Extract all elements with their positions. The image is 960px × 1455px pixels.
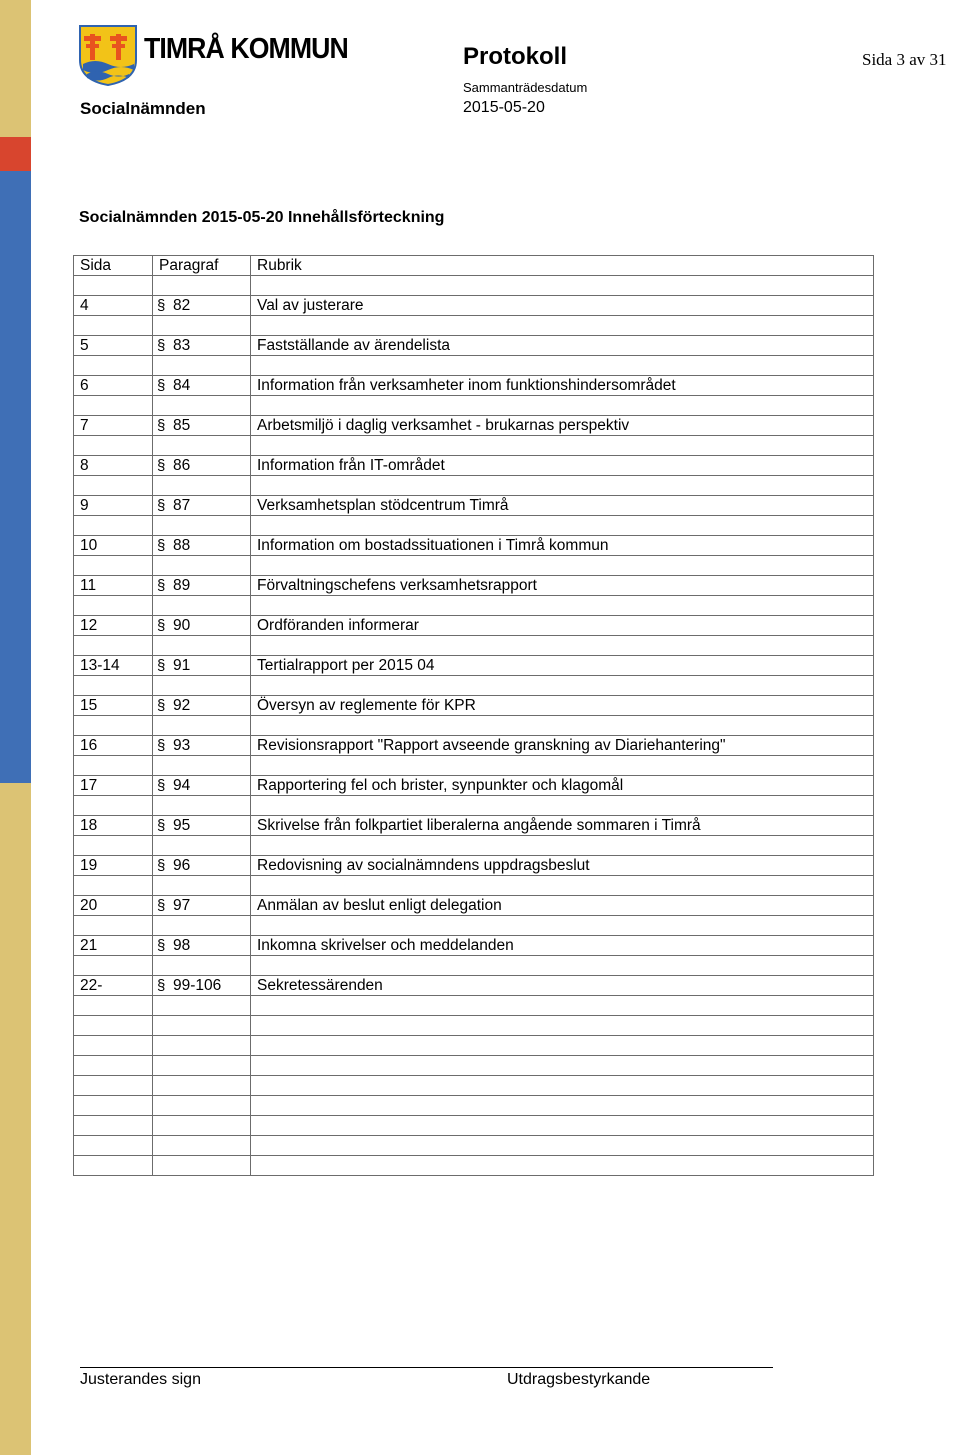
- toc-title-cell: Översyn av reglemente för KPR: [251, 696, 874, 716]
- toc-row: [74, 776, 874, 796]
- paragraph-symbol: §: [157, 737, 166, 754]
- paragraph-number: 98: [173, 937, 191, 954]
- empty-cell: [153, 876, 251, 896]
- municipal-coat-of-arms-logo: [78, 24, 138, 86]
- toc-page-cell: 22-: [74, 976, 153, 996]
- toc-title-cell: Information från IT-området: [251, 456, 874, 476]
- toc-paragraph-cell: [153, 856, 251, 876]
- toc-page-cell: 20: [74, 896, 153, 916]
- empty-cell: [74, 796, 153, 816]
- toc-title-cell: Skrivelse från folkpartiet liberalerna angående sommaren i Timrå: [251, 816, 874, 836]
- empty-cell: [74, 1076, 153, 1096]
- toc-title-cell: Anmälan av beslut enligt delegation: [251, 896, 874, 916]
- empty-cell: [153, 1016, 251, 1036]
- empty-cell: [251, 636, 874, 656]
- paragraph-number: 84: [173, 377, 191, 394]
- empty-cell: [251, 1116, 874, 1136]
- toc-paragraph-cell: [153, 456, 251, 476]
- empty-cell: [251, 316, 874, 336]
- empty-cell: [153, 276, 251, 296]
- toc-row: [74, 336, 874, 356]
- empty-cell: [153, 1156, 251, 1176]
- paragraph-number: 96: [173, 857, 191, 874]
- empty-cell: [251, 1056, 874, 1076]
- paragraph-symbol: §: [157, 497, 166, 514]
- toc-row: [74, 296, 874, 316]
- toc-header-row: [74, 256, 874, 276]
- paragraph-symbol: §: [157, 937, 166, 954]
- empty-cell: [251, 836, 874, 856]
- toc-page-cell: 16: [74, 736, 153, 756]
- empty-cell: [251, 676, 874, 696]
- toc-row: [74, 656, 874, 676]
- empty-cell: [153, 716, 251, 736]
- paragraph-number: 95: [173, 817, 191, 834]
- toc-page-cell: 17: [74, 776, 153, 796]
- empty-cell: [74, 516, 153, 536]
- paragraph-number: 86: [173, 457, 191, 474]
- paragraph-number: 87: [173, 497, 191, 514]
- toc-page-cell: 5: [74, 336, 153, 356]
- empty-cell: [153, 476, 251, 496]
- toc-heading: Socialnämnden 2015-05-20 Innehållsförteckning: [79, 209, 445, 226]
- empty-cell: [153, 1096, 251, 1116]
- paragraph-symbol: §: [157, 897, 166, 914]
- paragraph-symbol: §: [157, 617, 166, 634]
- empty-cell: [74, 1136, 153, 1156]
- spacer-row: [74, 396, 874, 416]
- spacer-row: [74, 476, 874, 496]
- paragraph-number: 99-106: [173, 977, 222, 994]
- empty-row: [74, 1056, 874, 1076]
- signature-label-adjusters: Justerandes sign: [80, 1371, 201, 1388]
- column-header-page: Sida: [74, 256, 153, 276]
- toc-title-cell: Revisionsrapport "Rapport avseende granskning av Diariehantering": [251, 736, 874, 756]
- empty-cell: [153, 356, 251, 376]
- spacer-row: [74, 756, 874, 776]
- empty-row: [74, 1136, 874, 1156]
- empty-cell: [251, 1136, 874, 1156]
- empty-cell: [74, 956, 153, 976]
- paragraph-symbol: §: [157, 377, 166, 394]
- empty-cell: [153, 756, 251, 776]
- empty-cell: [153, 676, 251, 696]
- toc-paragraph-cell: [153, 536, 251, 556]
- spacer-row: [74, 996, 874, 1016]
- toc-row: [74, 856, 874, 876]
- empty-cell: [74, 1156, 153, 1176]
- committee-name: Socialnämnden: [80, 99, 206, 118]
- toc-row: [74, 736, 874, 756]
- paragraph-number: 93: [173, 737, 191, 754]
- toc-title-cell: Tertialrapport per 2015 04: [251, 656, 874, 676]
- paragraph-number: 83: [173, 337, 191, 354]
- empty-cell: [251, 396, 874, 416]
- toc-page-cell: 12: [74, 616, 153, 636]
- empty-cell: [153, 636, 251, 656]
- toc-title-cell: Sekretessärenden: [251, 976, 874, 996]
- empty-cell: [74, 836, 153, 856]
- paragraph-number: 91: [173, 657, 191, 674]
- empty-cell: [251, 916, 874, 936]
- empty-cell: [153, 996, 251, 1016]
- toc-row: [74, 536, 874, 556]
- toc-title-cell: Ordföranden informerar: [251, 616, 874, 636]
- spacer-row: [74, 516, 874, 536]
- toc-paragraph-cell: [153, 296, 251, 316]
- spacer-row: [74, 316, 874, 336]
- spacer-row: [74, 636, 874, 656]
- toc-paragraph-cell: [153, 816, 251, 836]
- toc-paragraph-cell: [153, 336, 251, 356]
- toc-page-cell: 10: [74, 536, 153, 556]
- empty-cell: [74, 1096, 153, 1116]
- empty-cell: [74, 676, 153, 696]
- toc-title-cell: Redovisning av socialnämndens uppdragsbeslut: [251, 856, 874, 876]
- toc-row: [74, 976, 874, 996]
- paragraph-symbol: §: [157, 777, 166, 794]
- empty-cell: [74, 356, 153, 376]
- toc-paragraph-cell: [153, 936, 251, 956]
- toc-row: [74, 456, 874, 476]
- toc-row: [74, 496, 874, 516]
- toc-page-cell: 9: [74, 496, 153, 516]
- empty-cell: [153, 316, 251, 336]
- meeting-date-value: 2015-05-20: [463, 99, 545, 116]
- empty-cell: [153, 396, 251, 416]
- toc-title-cell: Arbetsmiljö i daglig verksamhet - brukarnas perspektiv: [251, 416, 874, 436]
- toc-paragraph-cell: [153, 696, 251, 716]
- page-number: Sida 3 av 31: [862, 50, 947, 69]
- empty-cell: [251, 716, 874, 736]
- empty-cell: [251, 796, 874, 816]
- toc-page-cell: 4: [74, 296, 153, 316]
- toc-title-cell: Val av justerare: [251, 296, 874, 316]
- toc-page-cell: 15: [74, 696, 153, 716]
- paragraph-symbol: §: [157, 297, 166, 314]
- empty-cell: [153, 956, 251, 976]
- empty-cell: [74, 1056, 153, 1076]
- toc-paragraph-cell: [153, 656, 251, 676]
- paragraph-number: 94: [173, 777, 191, 794]
- empty-cell: [74, 316, 153, 336]
- empty-row: [74, 1116, 874, 1136]
- column-header-paragraph: Paragraf: [153, 256, 251, 276]
- spacer-row: [74, 876, 874, 896]
- paragraph-symbol: §: [157, 857, 166, 874]
- paragraph-number: 88: [173, 537, 191, 554]
- toc-title-cell: Fastställande av ärendelista: [251, 336, 874, 356]
- empty-cell: [153, 1036, 251, 1056]
- toc-row: [74, 376, 874, 396]
- empty-cell: [74, 396, 153, 416]
- empty-cell: [74, 436, 153, 456]
- side-stripe-red: [0, 137, 31, 171]
- toc-title-cell: Rapportering fel och brister, synpunkter och klagomål: [251, 776, 874, 796]
- toc-page-cell: 6: [74, 376, 153, 396]
- empty-cell: [74, 1036, 153, 1056]
- spacer-row: [74, 596, 874, 616]
- empty-cell: [251, 516, 874, 536]
- toc-row: [74, 416, 874, 436]
- spacer-row: [74, 956, 874, 976]
- document-title: Protokoll: [463, 43, 568, 70]
- paragraph-symbol: §: [157, 817, 166, 834]
- toc-title-cell: Inkomna skrivelser och meddelanden: [251, 936, 874, 956]
- empty-cell: [153, 436, 251, 456]
- toc-page-cell: 11: [74, 576, 153, 596]
- spacer-row: [74, 796, 874, 816]
- empty-cell: [251, 356, 874, 376]
- toc-title-cell: Information från verksamheter inom funktionshindersområdet: [251, 376, 874, 396]
- paragraph-number: 97: [173, 897, 191, 914]
- empty-row: [74, 1016, 874, 1036]
- spacer-row: [74, 436, 874, 456]
- side-stripe-yellow-bottom: [0, 783, 31, 1455]
- empty-cell: [74, 716, 153, 736]
- empty-cell: [74, 276, 153, 296]
- toc-row: [74, 936, 874, 956]
- signature-line: [80, 1367, 773, 1368]
- toc-paragraph-cell: [153, 376, 251, 396]
- paragraph-number: 90: [173, 617, 191, 634]
- toc-title-cell: Förvaltningschefens verksamhetsrapport: [251, 576, 874, 596]
- toc-page-cell: 18: [74, 816, 153, 836]
- empty-cell: [74, 876, 153, 896]
- empty-cell: [153, 1136, 251, 1156]
- meeting-date-label: Sammanträdesdatum: [463, 80, 588, 95]
- paragraph-symbol: §: [157, 417, 166, 434]
- empty-cell: [74, 596, 153, 616]
- toc-paragraph-cell: [153, 496, 251, 516]
- empty-cell: [74, 476, 153, 496]
- signature-label-certification: Utdragsbestyrkande: [507, 1371, 651, 1388]
- toc-row: [74, 816, 874, 836]
- empty-cell: [251, 1096, 874, 1116]
- organization-name: TIMRÅ KOMMUN: [144, 33, 348, 65]
- spacer-row: [74, 356, 874, 376]
- paragraph-symbol: §: [157, 537, 166, 554]
- spacer-row: [74, 276, 874, 296]
- toc-page-cell: 13-14: [74, 656, 153, 676]
- empty-cell: [251, 436, 874, 456]
- paragraph-number: 89: [173, 577, 191, 594]
- empty-cell: [74, 636, 153, 656]
- paragraph-number: 82: [173, 297, 191, 314]
- toc-paragraph-cell: [153, 736, 251, 756]
- empty-cell: [74, 1116, 153, 1136]
- empty-cell: [153, 1076, 251, 1096]
- paragraph-symbol: §: [157, 337, 166, 354]
- spacer-row: [74, 676, 874, 696]
- empty-cell: [251, 1076, 874, 1096]
- empty-row: [74, 1096, 874, 1116]
- spacer-row: [74, 556, 874, 576]
- paragraph-symbol: §: [157, 697, 166, 714]
- paragraph-number: 85: [173, 417, 191, 434]
- empty-cell: [153, 916, 251, 936]
- spacer-row: [74, 916, 874, 936]
- column-header-title: Rubrik: [251, 256, 874, 276]
- toc-row: [74, 696, 874, 716]
- empty-cell: [251, 596, 874, 616]
- empty-cell: [251, 476, 874, 496]
- empty-cell: [74, 916, 153, 936]
- empty-row: [74, 1076, 874, 1096]
- empty-cell: [74, 1016, 153, 1036]
- toc-page-cell: 8: [74, 456, 153, 476]
- empty-cell: [251, 876, 874, 896]
- empty-cell: [153, 796, 251, 816]
- empty-cell: [74, 756, 153, 776]
- side-stripe-yellow-top: [0, 0, 31, 137]
- empty-cell: [153, 1116, 251, 1136]
- empty-cell: [74, 556, 153, 576]
- empty-cell: [153, 516, 251, 536]
- toc-row: [74, 576, 874, 596]
- empty-cell: [251, 996, 874, 1016]
- spacer-row: [74, 836, 874, 856]
- empty-cell: [251, 956, 874, 976]
- empty-row: [74, 1156, 874, 1176]
- empty-cell: [251, 1036, 874, 1056]
- toc-paragraph-cell: [153, 616, 251, 636]
- side-stripe-blue: [0, 171, 31, 783]
- toc-paragraph-cell: [153, 976, 251, 996]
- spacer-row: [74, 716, 874, 736]
- paragraph-number: 92: [173, 697, 191, 714]
- empty-cell: [251, 1156, 874, 1176]
- paragraph-symbol: §: [157, 977, 166, 994]
- toc-row: [74, 896, 874, 916]
- empty-cell: [251, 756, 874, 776]
- toc-page-cell: 19: [74, 856, 153, 876]
- paragraph-symbol: §: [157, 657, 166, 674]
- table-of-contents: [73, 255, 874, 1176]
- empty-cell: [153, 1056, 251, 1076]
- empty-cell: [251, 1016, 874, 1036]
- empty-cell: [153, 596, 251, 616]
- toc-page-cell: 7: [74, 416, 153, 436]
- toc-title-cell: Information om bostadssituationen i Timrå kommun: [251, 536, 874, 556]
- toc-row: [74, 616, 874, 636]
- toc-paragraph-cell: [153, 416, 251, 436]
- toc-title-cell: Verksamhetsplan stödcentrum Timrå: [251, 496, 874, 516]
- empty-cell: [153, 836, 251, 856]
- toc-paragraph-cell: [153, 576, 251, 596]
- paragraph-symbol: §: [157, 577, 166, 594]
- toc-paragraph-cell: [153, 896, 251, 916]
- empty-cell: [251, 276, 874, 296]
- toc-paragraph-cell: [153, 776, 251, 796]
- empty-row: [74, 1036, 874, 1056]
- empty-cell: [251, 556, 874, 576]
- empty-cell: [153, 556, 251, 576]
- empty-cell: [74, 996, 153, 1016]
- toc-page-cell: 21: [74, 936, 153, 956]
- paragraph-symbol: §: [157, 457, 166, 474]
